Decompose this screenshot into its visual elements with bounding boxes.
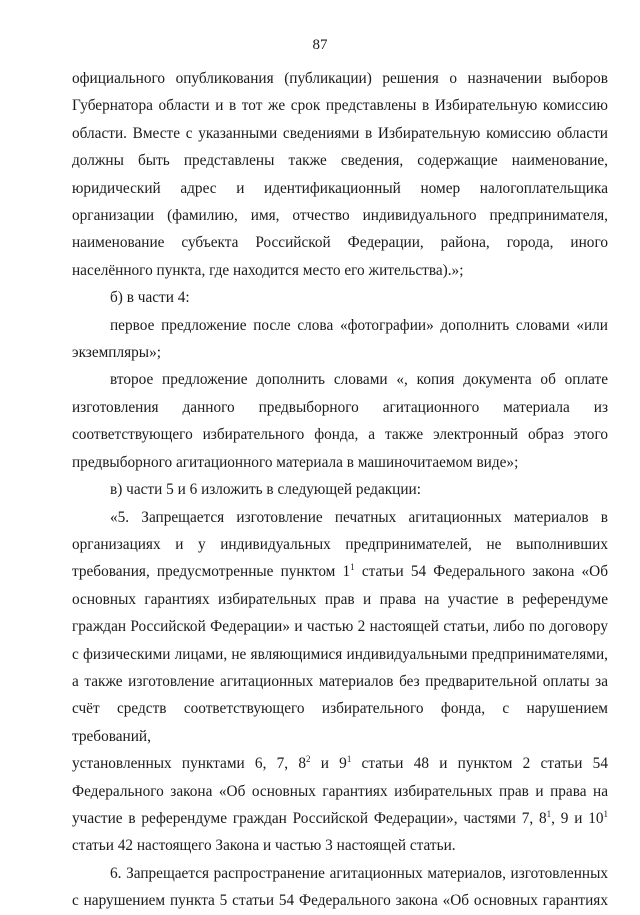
text-fragment: , 9 и 10 — [551, 809, 604, 827]
text-line: должны быть представлены также сведения, содержащие наименование, — [72, 152, 608, 170]
text-fragment: статьи 54 Федерального закона «Об — [354, 563, 608, 581]
text-line: изготовления данного предвыборного агитационного материала из — [72, 398, 608, 416]
text-line: счёт средств соответствующего избирательного фонда, с нарушением требований, — [72, 700, 608, 745]
text-line: второе предложение дополнить словами «, копия документа об оплате — [110, 371, 608, 389]
superscript: 1 — [350, 562, 355, 573]
text-line: области. Вместе с указанными сведениями в Избирательную комиссию области — [72, 124, 608, 142]
text-line: статьи 42 настоящего Закона и частью 3 настоящей статьи. — [72, 837, 456, 855]
text-fragment: и 9 — [310, 755, 347, 773]
text-line — [72, 750, 608, 777]
superscript: 1 — [346, 754, 352, 765]
text-line: основных гарантиях избирательных прав и права на участие в референдуме — [72, 590, 608, 608]
text-line: населённого пункта, где находится место его жительства).»; — [72, 261, 464, 279]
text-line: первое предложение после слова «фотографии» дополнить словами «или — [110, 316, 608, 334]
paragraph-v: в) части 5 и 6 изложить в следующей редакции: — [110, 481, 421, 499]
superscript: 1 — [603, 808, 608, 819]
text-fragment: требования, предусмотренные пунктом 1 — [72, 563, 351, 581]
page-number: 87 — [312, 37, 328, 53]
text-fragment: участие в референдуме граждан Российской Федерации», частями 7, 8 — [72, 809, 547, 827]
paragraph-b: б) в части 4: — [110, 289, 190, 307]
superscript: 1 — [546, 808, 552, 819]
paragraph-first-sentence — [72, 312, 608, 367]
paragraph-part-6 — [72, 860, 608, 915]
text-line: официального опубликования (публикации) решения о назначении выборов — [72, 70, 608, 87]
text-line: а также изготовление агитационных материалов без предварительной оплаты за — [72, 672, 608, 690]
paragraph-second-sentence — [72, 366, 608, 476]
text-line: с нарушением пункта 5 статьи 54 Федерального закона «Об основных гарантиях — [72, 892, 608, 910]
paragraph-continuation — [72, 65, 608, 284]
text-line: Губернатора области и в тот же срок представлены в Избирательную комиссию — [72, 97, 608, 115]
text-line: соответствующего избирательного фонда, а также электронный образ этого — [72, 426, 608, 444]
text-fragment: статьи 48 и пунктом 2 статьи 54 — [351, 755, 608, 773]
superscript: 2 — [306, 754, 311, 765]
text-line — [72, 805, 608, 832]
text-line — [72, 558, 608, 585]
text-line: организациях и у индивидуальных предпринимателей, не выполнивших — [72, 535, 608, 553]
text-fragment: установленных пунктами 6, 7, 8 — [72, 755, 306, 773]
text-line: наименование субъекта Российской Федерации, района, города, иного — [72, 234, 608, 252]
text-line: с физическими лицами, не являющимися индивидуальными предпринимателями, — [72, 645, 608, 663]
document-body — [72, 65, 608, 915]
text-line: экземпляры»; — [72, 344, 161, 362]
text-line: предвыборного агитационного материала в машиночитаемом виде»; — [72, 453, 519, 471]
paragraph-part-5 — [72, 504, 608, 860]
text-line: юридический адрес и идентификационный номер налогоплательщика — [72, 179, 608, 197]
text-line: граждан Российской Федерации» и частью 2 настоящей статьи, либо по договору — [72, 618, 608, 636]
text-line: «5. Запрещается изготовление печатных агитационных материалов в — [110, 508, 608, 526]
text-line: организации (фамилию, имя, отчество индивидуального предпринимателя, — [72, 207, 608, 225]
text-line: 6. Запрещается распространение агитационных материалов, изготовленных — [110, 864, 608, 882]
text-line: Федерального закона «Об основных гарантиях избирательных прав и права на — [72, 782, 608, 800]
